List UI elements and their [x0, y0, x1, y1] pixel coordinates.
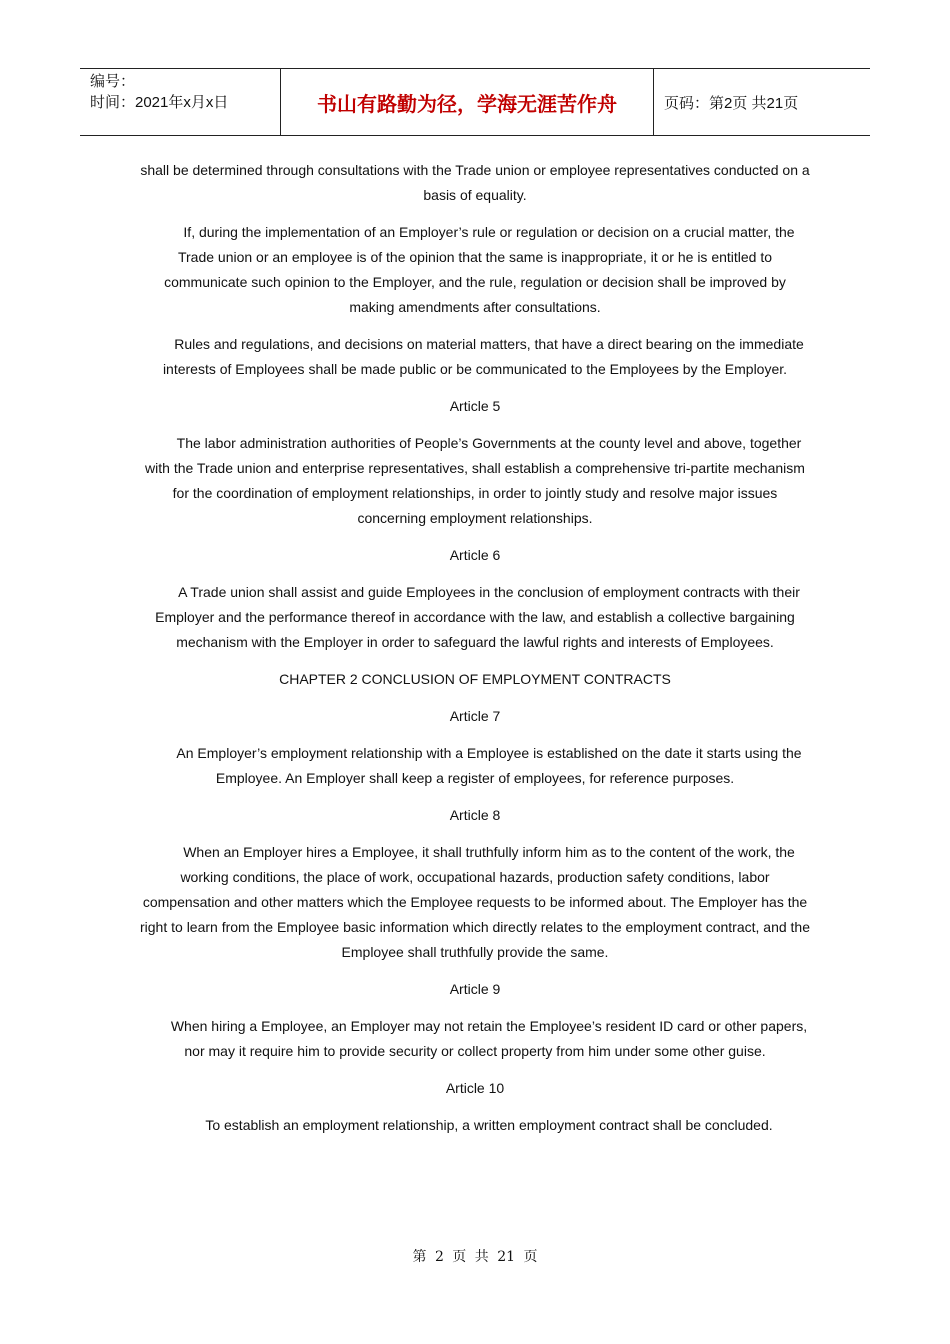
- article-heading: Article 9: [449, 981, 501, 997]
- chapter-heading: CHAPTER 2 CONCLUSION OF EMPLOYMENT CONTRACTS: [279, 671, 671, 687]
- article-heading: Article 6: [449, 547, 501, 563]
- article-heading: Article 8: [449, 807, 501, 823]
- header-meta: [80, 69, 281, 135]
- paragraph: A Trade union shall assist and guide Employees in the conclusion of employment contracts with their Employer and the performance thereof in accordance with the law, and establish a collective bargaining mechanism with the Employer in order to safeguard the lawful rights and interests of Employees.: [155, 584, 800, 650]
- paragraph: Rules and regulations, and decisions on material matters, that have a direct bearing on the immediate interests of Employees shall be made public or be communicated to the Employees by the Employer.: [162, 336, 804, 377]
- article-heading: Article 7: [449, 708, 501, 724]
- paragraph: The labor administration authorities of People’s Governments at the county level and above, together with the Trade union and enterprise representatives, shall establish a comprehensive tri-partite mechanism for the coordination of employment relationships, in order to jointly study and resolve major issues concerning employment relationships.: [145, 435, 805, 526]
- paragraph: shall be determined through consultations with the Trade union or employee representatives conducted on a basis of equality.: [140, 162, 810, 203]
- page-header: [80, 68, 870, 136]
- document-body: [140, 158, 810, 1150]
- paragraph: If, during the implementation of an Employer’s rule or regulation or decision on a crucial matter, the Trade union or an employee is of the opinion that the same is inappropriate, it or he is entitled to communicate such opinion to the Employer, and the rule, regulation or decision shall be improved by making amendments after consultations.: [164, 224, 795, 315]
- paragraph: To establish an employment relationship, a written employment contract shall be concluded.: [205, 1117, 773, 1133]
- article-heading: Article 10: [445, 1080, 505, 1096]
- article-heading: Article 5: [449, 398, 501, 414]
- header-page-label: 页码：第2页 共21页: [664, 94, 799, 112]
- header-time-label: 时间：2021年x月x日: [90, 94, 229, 111]
- paragraph: When hiring a Employee, an Employer may not retain the Employee’s resident ID card or other papers, nor may it require him to provide security or collect property from him under some other guise.: [170, 1018, 808, 1059]
- page-footer: 第 2 页 共 21 页: [412, 1249, 538, 1265]
- paragraph: When an Employer hires a Employee, it shall truthfully inform him as to the content of the work, the working conditions, the place of work, occupational hazards, production safety conditions, labor compensation and other matters which the Employee requests to be informed about. The Employer has the right to learn from the Employee basic information which directly relates to the employment contract, and the Employee shall truthfully provide the same.: [140, 844, 810, 960]
- header-motto: 书山有路勤为径，学海无涯苦作舟: [281, 69, 654, 135]
- header-number-label: 编号：: [90, 73, 136, 90]
- paragraph: An Employer’s employment relationship with a Employee is established on the date it starts using the Employee. An Employer shall keep a register of employees, for reference purposes.: [176, 745, 802, 786]
